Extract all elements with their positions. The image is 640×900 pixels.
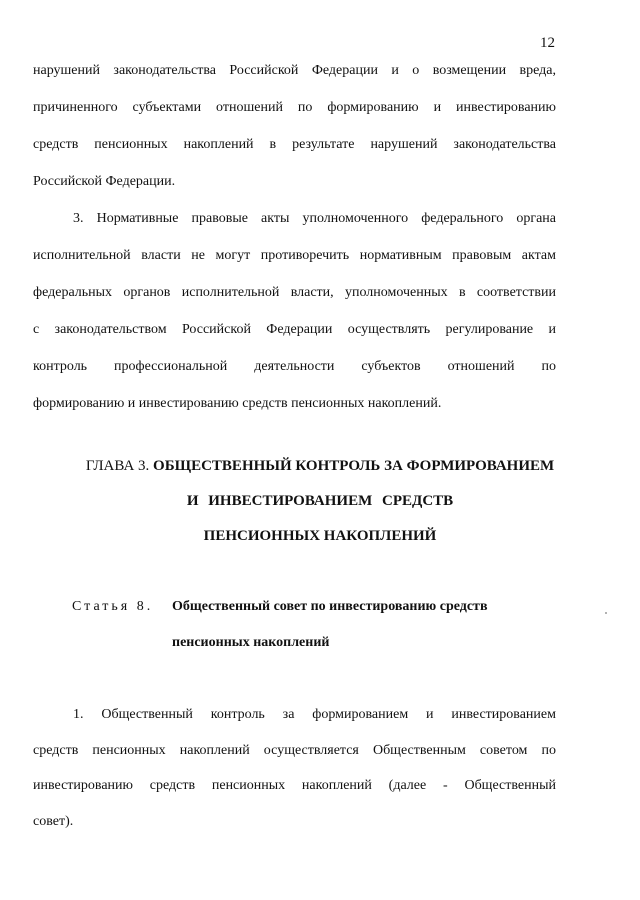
text-line: формированию и инвестированию средств пенсионных накоплений. [33,396,442,411]
scan-speck [605,612,607,614]
chapter-prefix: ГЛАВА 3. [85,458,150,474]
chapter-heading-line-1 [0,457,640,475]
article-title-line-2: пенсионных накоплений [172,635,330,650]
text-line: с законодательством Российской Федерации осуществлять регулирование и [33,322,556,337]
chapter-title-part-1: ОБЩЕСТВЕННЫЙ КОНТРОЛЬ ЗА ФОРМИРОВАНИЕМ [153,458,555,474]
text-line: совет). [33,814,74,829]
text-line: нарушений законодательства Российской Федерации и о возмещении вреда, [33,63,556,78]
text-line: исполнительной власти не могут противоречить нормативным правовым актам [33,248,556,263]
text-line: причиненного субъектами отношений по формированию и инвестированию [33,100,556,115]
text-line: 3. Нормативные правовые акты уполномоченного федерального органа [73,211,556,226]
text-line: инвестированию средств пенсионных накоплений (далее - Общественный [33,778,556,793]
article-title-line-1: Общественный совет по инвестированию средств [172,599,488,614]
page-number: 12 [540,35,555,51]
text-line: 1. Общественный контроль за формированием и инвестированием [73,707,556,722]
text-line: федеральных органов исполнительной власти, уполномоченных в соответствии [33,285,556,300]
chapter-title-part-2: И ИНВЕСТИРОВАНИЕМ СРЕДСТВ [186,493,454,509]
article-label: Статья 8. [72,599,154,614]
chapter-title-part-3: ПЕНСИОННЫХ НАКОПЛЕНИЙ [203,528,437,544]
text-line: контроль профессиональной деятельности субъектов отношений по [33,359,556,374]
text-line: средств пенсионных накоплений в результате нарушений законодательства [33,137,556,152]
text-line: средств пенсионных накоплений осуществляется Общественным советом по [33,743,556,758]
text-line: Российской Федерации. [33,174,176,189]
